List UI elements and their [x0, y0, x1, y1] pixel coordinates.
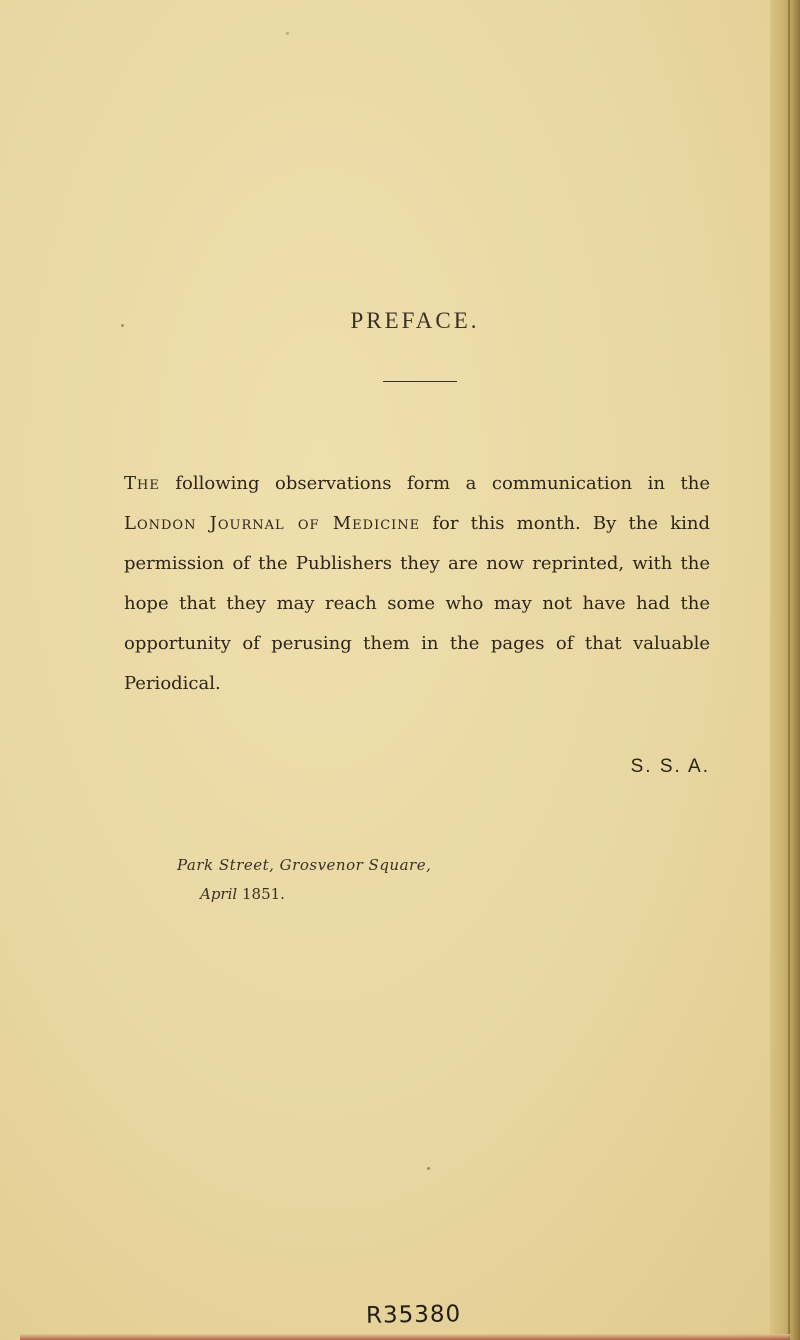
- page-edge-line: [788, 0, 790, 1340]
- title-divider: [383, 381, 457, 382]
- preface-paragraph: [124, 464, 710, 704]
- page-binding-edge: [770, 0, 800, 1340]
- paragraph-line: permission of the Publishers they are now reprinted, with the: [124, 553, 710, 574]
- paragraph-line: opportunity of perusing them in the pages of that valuable: [124, 633, 710, 654]
- date-line: [200, 885, 285, 903]
- author-initials: S. S. A.: [630, 756, 710, 777]
- paper-speck: [286, 32, 289, 35]
- paragraph-line: The following observations form a communication in the: [124, 473, 710, 494]
- paragraph-line: hope that they may reach some who may not have had the: [124, 593, 710, 614]
- date-year: 1851.: [241, 885, 285, 903]
- place-line: Park Street, Grosvenor Square,: [177, 856, 432, 874]
- page-title: PREFACE.: [350, 308, 480, 333]
- paragraph-line: London Journal of Medicine for this month. By the kind: [124, 513, 710, 534]
- date-month: April: [200, 885, 238, 903]
- paragraph-line: Periodical.: [124, 673, 221, 694]
- library-shelfmark: R35380: [365, 1301, 462, 1329]
- page-bottom-edge: [20, 1334, 790, 1340]
- paper-speck: [427, 1167, 430, 1170]
